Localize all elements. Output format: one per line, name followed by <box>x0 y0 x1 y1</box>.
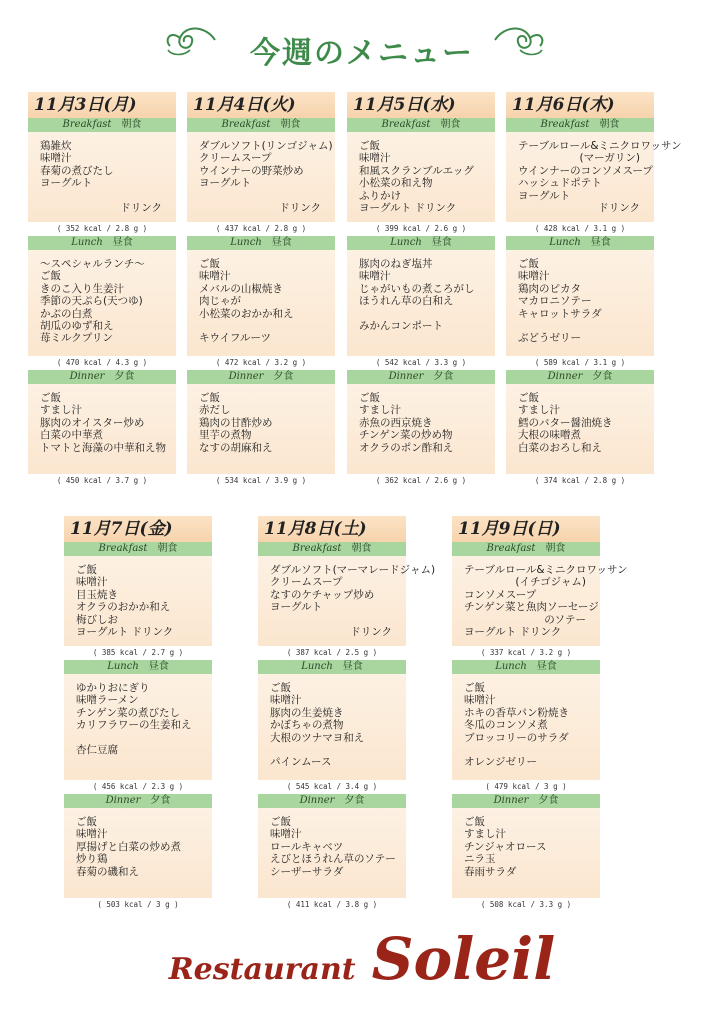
dinner-label-jp: 夕食 <box>592 371 613 382</box>
menu-item: 鱈のバター醤油焼き <box>518 416 613 429</box>
menu-item: なすのケチャップ炒め <box>270 588 375 601</box>
dinner-label-jp: 夕食 <box>344 795 365 806</box>
menu-item: キャロットサラダ <box>518 307 602 320</box>
breakfast-label-en: Breakfast <box>540 119 590 130</box>
dinner-nutrition: ( 503 kcal / 3 g ) <box>97 900 179 909</box>
day-date: 11月7日(金) <box>64 516 212 542</box>
lunch-menu <box>258 674 406 780</box>
menu-item: 味噌汁 <box>199 270 231 283</box>
menu-item: トマトと海藻の中華和え物 <box>40 441 166 454</box>
breakfast-menu <box>452 556 628 646</box>
lunch-menu <box>452 674 600 780</box>
menu-item: 季節の天ぷら(天つゆ) <box>40 295 143 308</box>
menu-item: ご飯 <box>518 258 539 270</box>
menu-item: 胡瓜のゆず和え <box>40 320 114 333</box>
menu-item: ロールキャベツ <box>270 840 344 853</box>
menu-item: 白菜のおろし和え <box>518 441 602 454</box>
menu-item: 味噌汁 <box>359 152 391 165</box>
lunch-label-en: Lunch <box>230 237 262 248</box>
menu-item <box>359 308 489 320</box>
menu-item: じゃがいもの煮ころがし <box>359 282 475 295</box>
menu-item: 味噌汁 <box>518 270 550 283</box>
lunch-nutrition: ( 542 kcal / 3.3 g ) <box>375 358 467 367</box>
breakfast-header <box>64 542 212 556</box>
breakfast-nutrition: ( 428 kcal / 3.1 g ) <box>534 224 626 233</box>
dinner-label-jp: 夕食 <box>433 371 454 382</box>
breakfast-menu <box>258 556 436 646</box>
lunch-label-en: Lunch <box>71 237 103 248</box>
lunch-nutrition: ( 545 kcal / 3.4 g ) <box>286 782 378 791</box>
menu-item: 春菊の煮びたし <box>40 164 114 177</box>
dinner-header <box>187 370 335 384</box>
menu-item: ブロッコリーのサラダ <box>464 731 569 744</box>
breakfast-label-en: Breakfast <box>98 543 148 554</box>
dinner-header <box>28 370 176 384</box>
dinner-menu <box>506 384 654 474</box>
menu-item: 豚肉のねぎ塩丼 <box>359 258 433 270</box>
menu-item: 苺ミルクプリン <box>40 332 113 345</box>
menu-item: 目玉焼き <box>76 588 118 601</box>
lunch-nutrition: ( 456 kcal / 2.3 g ) <box>92 782 184 791</box>
breakfast-header <box>347 118 495 132</box>
menu-item: 冬瓜のコンソメ煮 <box>464 719 548 732</box>
menu-item: 味噌汁 <box>76 828 108 841</box>
day-card <box>64 516 212 909</box>
menu-item: 〜スペシャルランチ〜 <box>40 258 145 270</box>
menu-item: ご飯 <box>40 270 61 283</box>
menu-item: クリームスープ <box>199 152 272 165</box>
menu-item: すまし汁 <box>464 828 506 841</box>
menu-item <box>464 744 594 756</box>
dinner-label-en: Dinner <box>105 795 141 806</box>
day-date: 11月5日(水) <box>347 92 495 118</box>
menu-item: チンゲン菜の炒め物 <box>359 429 453 442</box>
lunch-label-jp: 昼食 <box>342 661 363 672</box>
menu-item: ダブルソフト(リンゴジャム) <box>199 140 333 152</box>
breakfast-label-jp: 朝食 <box>351 543 372 554</box>
lunch-label-en: Lunch <box>301 661 333 672</box>
menu-item: ご飯 <box>464 682 485 694</box>
dinner-label-en: Dinner <box>547 371 583 382</box>
breakfast-nutrition: ( 387 kcal / 2.5 g ) <box>286 648 378 657</box>
menu-item: コンソメスープ <box>464 588 537 601</box>
breakfast-label-jp: 朝食 <box>280 119 301 130</box>
menu-item: (マーガリン) <box>579 152 640 165</box>
dinner-label-en: Dinner <box>299 795 335 806</box>
menu-item: ご飯 <box>199 258 220 270</box>
breakfast-header <box>258 542 406 556</box>
menu-item: ニラ玉 <box>464 853 496 866</box>
breakfast-label-jp: 朝食 <box>157 543 178 554</box>
flourish-ornament-icon <box>490 20 550 60</box>
menu-item: 梅びしお <box>76 613 118 626</box>
menu-item: ご飯 <box>464 816 485 828</box>
dinner-label-jp: 夕食 <box>538 795 559 806</box>
menu-item: 大根のツナマヨ和え <box>270 731 365 744</box>
menu-item: パインムース <box>270 756 332 769</box>
breakfast-label-en: Breakfast <box>486 543 536 554</box>
menu-item: 里芋の煮物 <box>199 429 252 442</box>
menu-item: ご飯 <box>518 392 539 404</box>
menu-item: ドリンク <box>350 626 392 639</box>
lunch-header <box>28 236 176 250</box>
menu-item: ふりかけ <box>359 189 401 202</box>
lunch-label-jp: 昼食 <box>536 661 557 672</box>
restaurant-name: Soleil <box>371 925 556 993</box>
day-card <box>506 92 682 485</box>
menu-item: ヨーグルト <box>199 177 252 190</box>
dinner-nutrition: ( 362 kcal / 2.6 g ) <box>375 476 467 485</box>
menu-item: ホキの香草パン粉焼き <box>464 706 569 719</box>
dinner-menu <box>28 384 176 474</box>
menu-item: 味噌汁 <box>359 270 391 283</box>
lunch-label-jp: 昼食 <box>431 237 452 248</box>
breakfast-menu <box>187 132 335 222</box>
menu-item: ヨーグルト <box>40 177 93 190</box>
lunch-label-jp: 昼食 <box>148 661 169 672</box>
lunch-label-en: Lunch <box>107 661 139 672</box>
day-date: 11月4日(火) <box>187 92 335 118</box>
menu-item: マカロニソテー <box>518 295 592 308</box>
breakfast-menu <box>506 132 682 222</box>
menu-item: 鶏雑炊 <box>40 140 72 152</box>
breakfast-menu <box>347 132 495 222</box>
dinner-nutrition: ( 508 kcal / 3.3 g ) <box>480 900 572 909</box>
dinner-label-jp: 夕食 <box>273 371 294 382</box>
menu-item: ヨーグルト ドリンク <box>76 626 174 639</box>
menu-item <box>76 732 206 744</box>
menu-item: ウインナーの野菜炒め <box>199 164 304 177</box>
day-date: 11月9日(日) <box>452 516 600 542</box>
menu-item: えびとほうれん草のソテー <box>270 853 396 866</box>
breakfast-nutrition: ( 337 kcal / 3.2 g ) <box>480 648 572 657</box>
menu-item: チンジャオロース <box>464 840 547 853</box>
dinner-nutrition: ( 411 kcal / 3.8 g ) <box>286 900 378 909</box>
menu-item: ご飯 <box>76 816 97 828</box>
breakfast-label-jp: 朝食 <box>121 119 142 130</box>
menu-item: 炒り鶏 <box>76 853 108 866</box>
dinner-menu <box>258 808 406 898</box>
breakfast-label-en: Breakfast <box>292 543 342 554</box>
day-date: 11月8日(土) <box>258 516 406 542</box>
menu-item: 鶏肉の甘酢炒め <box>199 416 273 429</box>
breakfast-nutrition: ( 352 kcal / 2.8 g ) <box>56 224 148 233</box>
dinner-header <box>506 370 654 384</box>
restaurant-word: Restaurant <box>168 952 356 987</box>
menu-item: すまし汁 <box>359 404 401 417</box>
restaurant-logo <box>0 925 724 993</box>
breakfast-header <box>187 118 335 132</box>
menu-item: 味噌汁 <box>464 694 496 707</box>
menu-item: 豚肉のオイスター炒め <box>40 416 145 429</box>
dinner-menu <box>64 808 212 898</box>
day-card <box>187 92 335 485</box>
dinner-label-en: Dinner <box>228 371 264 382</box>
dinner-nutrition: ( 374 kcal / 2.8 g ) <box>534 476 626 485</box>
menu-item: 味噌汁 <box>76 576 108 589</box>
lunch-header <box>506 236 654 250</box>
lunch-label-jp: 昼食 <box>590 237 611 248</box>
dinner-nutrition: ( 450 kcal / 3.7 g ) <box>56 476 148 485</box>
menu-item: ドリンク <box>279 202 321 215</box>
lunch-menu <box>64 674 212 780</box>
menu-item: ご飯 <box>270 682 291 694</box>
lunch-header <box>187 236 335 250</box>
menu-item: なすの胡麻和え <box>199 441 273 454</box>
menu-item: ヨーグルト <box>518 189 571 202</box>
menu-item <box>199 320 329 332</box>
dinner-label-en: Dinner <box>493 795 529 806</box>
menu-item: ご飯 <box>40 392 61 404</box>
menu-item: ダブルソフト(マーマレードジャム) <box>270 564 436 576</box>
dinner-label-jp: 夕食 <box>114 371 135 382</box>
menu-item: きのこ入り生姜汁 <box>40 282 124 295</box>
menu-item: ハッシュドポテト <box>518 177 602 190</box>
lunch-nutrition: ( 472 kcal / 3.2 g ) <box>215 358 307 367</box>
menu-item: ドリンク <box>598 202 640 215</box>
breakfast-label-jp: 朝食 <box>440 119 461 130</box>
menu-item: 春菊の磯和え <box>76 865 139 878</box>
menu-item: すまし汁 <box>518 404 560 417</box>
menu-item: ゆかりおにぎり <box>76 682 150 694</box>
menu-item: メバルの山椒焼き <box>199 282 283 295</box>
menu-item: ご飯 <box>199 392 220 404</box>
breakfast-label-jp: 朝食 <box>545 543 566 554</box>
dinner-header <box>258 794 406 808</box>
menu-item: テーブルロール&ミニクロワッサン <box>464 564 628 576</box>
breakfast-label-jp: 朝食 <box>599 119 620 130</box>
menu-item <box>199 190 329 202</box>
menu-item: 小松菜のおかか和え <box>199 307 294 320</box>
menu-item: 味噌汁 <box>270 828 302 841</box>
dinner-menu <box>347 384 495 474</box>
menu-item: テーブルロール&ミニクロワッサン <box>518 140 682 152</box>
menu-item: クリームスープ <box>270 576 343 589</box>
menu-item <box>270 614 400 626</box>
menu-item: (イチゴジャム) <box>515 576 586 589</box>
lunch-nutrition: ( 479 kcal / 3 g ) <box>485 782 567 791</box>
breakfast-nutrition: ( 437 kcal / 2.8 g ) <box>215 224 307 233</box>
menu-item: 赤魚の西京焼き <box>359 416 433 429</box>
page-title: 今週のメニュー <box>250 36 474 71</box>
menu-item: ほうれん草の白和え <box>359 295 454 308</box>
menu-item: ヨーグルト ドリンク <box>464 626 562 639</box>
menu-item: 肉じゃが <box>199 295 241 308</box>
menu-item: ご飯 <box>359 140 380 152</box>
menu-item: キウイフルーツ <box>199 332 272 345</box>
breakfast-menu <box>28 132 176 222</box>
menu-item: チンゲン菜の煮びたし <box>76 706 181 719</box>
menu-item: ドリンク <box>120 202 162 215</box>
menu-item: すまし汁 <box>40 404 82 417</box>
lunch-menu <box>506 250 654 356</box>
menu-item: 味噌汁 <box>40 152 72 165</box>
dinner-nutrition: ( 534 kcal / 3.9 g ) <box>215 476 307 485</box>
lunch-menu <box>347 250 495 356</box>
menu-item: 味噌ラーメン <box>76 694 139 707</box>
menu-item: ご飯 <box>359 392 380 404</box>
breakfast-header <box>28 118 176 132</box>
dinner-header <box>64 794 212 808</box>
menu-item: オクラのポン酢和え <box>359 441 454 454</box>
day-date: 11月6日(木) <box>506 92 654 118</box>
lunch-nutrition: ( 589 kcal / 3.1 g ) <box>534 358 626 367</box>
day-card <box>347 92 495 485</box>
lunch-label-jp: 昼食 <box>112 237 133 248</box>
day-card <box>28 92 176 485</box>
menu-item: 春雨サラダ <box>464 865 517 878</box>
menu-item: 白菜の中華煮 <box>40 429 103 442</box>
menu-item: ヨーグルト ドリンク <box>359 202 457 215</box>
breakfast-header <box>452 542 600 556</box>
menu-item: 豚肉の生姜焼き <box>270 706 344 719</box>
breakfast-nutrition: ( 399 kcal / 2.6 g ) <box>375 224 467 233</box>
menu-item: 厚揚げと白菜の炒め煮 <box>76 840 181 853</box>
lunch-label-en: Lunch <box>390 237 422 248</box>
lunch-header <box>64 660 212 674</box>
menu-item: 和風スクランブルエッグ <box>359 164 474 177</box>
lunch-label-en: Lunch <box>495 661 527 672</box>
menu-item <box>518 320 648 332</box>
menu-item <box>270 744 400 756</box>
breakfast-header <box>506 118 654 132</box>
day-card <box>452 516 628 909</box>
day-date: 11月3日(月) <box>28 92 176 118</box>
day-card <box>258 516 436 909</box>
menu-item: オクラのおかか和え <box>76 601 171 614</box>
menu-item: カリフラワーの生姜和え <box>76 719 192 732</box>
dinner-menu <box>452 808 600 898</box>
menu-item: ヨーグルト <box>270 601 323 614</box>
menu-item: 鶏肉のピカタ <box>518 282 581 295</box>
menu-item: ご飯 <box>270 816 291 828</box>
menu-item: かぼちゃの煮物 <box>270 719 344 732</box>
dinner-header <box>452 794 600 808</box>
lunch-menu <box>187 250 335 356</box>
menu-item: 杏仁豆腐 <box>76 744 118 757</box>
breakfast-label-en: Breakfast <box>381 119 431 130</box>
menu-item: 大根の味噌煮 <box>518 429 581 442</box>
menu-item: 小松菜の和え物 <box>359 177 433 190</box>
breakfast-menu <box>64 556 212 646</box>
lunch-nutrition: ( 470 kcal / 4.3 g ) <box>56 358 148 367</box>
breakfast-label-en: Breakfast <box>221 119 271 130</box>
dinner-header <box>347 370 495 384</box>
dinner-label-jp: 夕食 <box>150 795 171 806</box>
menu-item: 赤だし <box>199 404 231 417</box>
lunch-header <box>347 236 495 250</box>
lunch-menu <box>28 250 176 356</box>
menu-item: チンゲン菜と魚肉ソーセージ <box>464 601 599 614</box>
menu-item: ぶどうゼリー <box>518 332 581 345</box>
menu-item: のソテー <box>544 613 586 626</box>
menu-item: シーザーサラダ <box>270 865 344 878</box>
dinner-label-en: Dinner <box>388 371 424 382</box>
menu-item: ウインナーのコンソメスープ <box>518 164 653 177</box>
lunch-header <box>258 660 406 674</box>
menu-item <box>40 190 170 202</box>
breakfast-label-en: Breakfast <box>62 119 112 130</box>
menu-item: オレンジゼリー <box>464 756 537 769</box>
lunch-header <box>452 660 600 674</box>
menu-item: みかんコンポート <box>359 320 443 333</box>
dinner-label-en: Dinner <box>69 371 105 382</box>
lunch-label-jp: 昼食 <box>271 237 292 248</box>
dinner-menu <box>187 384 335 474</box>
menu-item: かぶの白煮 <box>40 307 93 320</box>
lunch-label-en: Lunch <box>549 237 581 248</box>
menu-item: 味噌汁 <box>270 694 302 707</box>
breakfast-nutrition: ( 385 kcal / 2.7 g ) <box>92 648 184 657</box>
menu-item: ご飯 <box>76 564 97 576</box>
